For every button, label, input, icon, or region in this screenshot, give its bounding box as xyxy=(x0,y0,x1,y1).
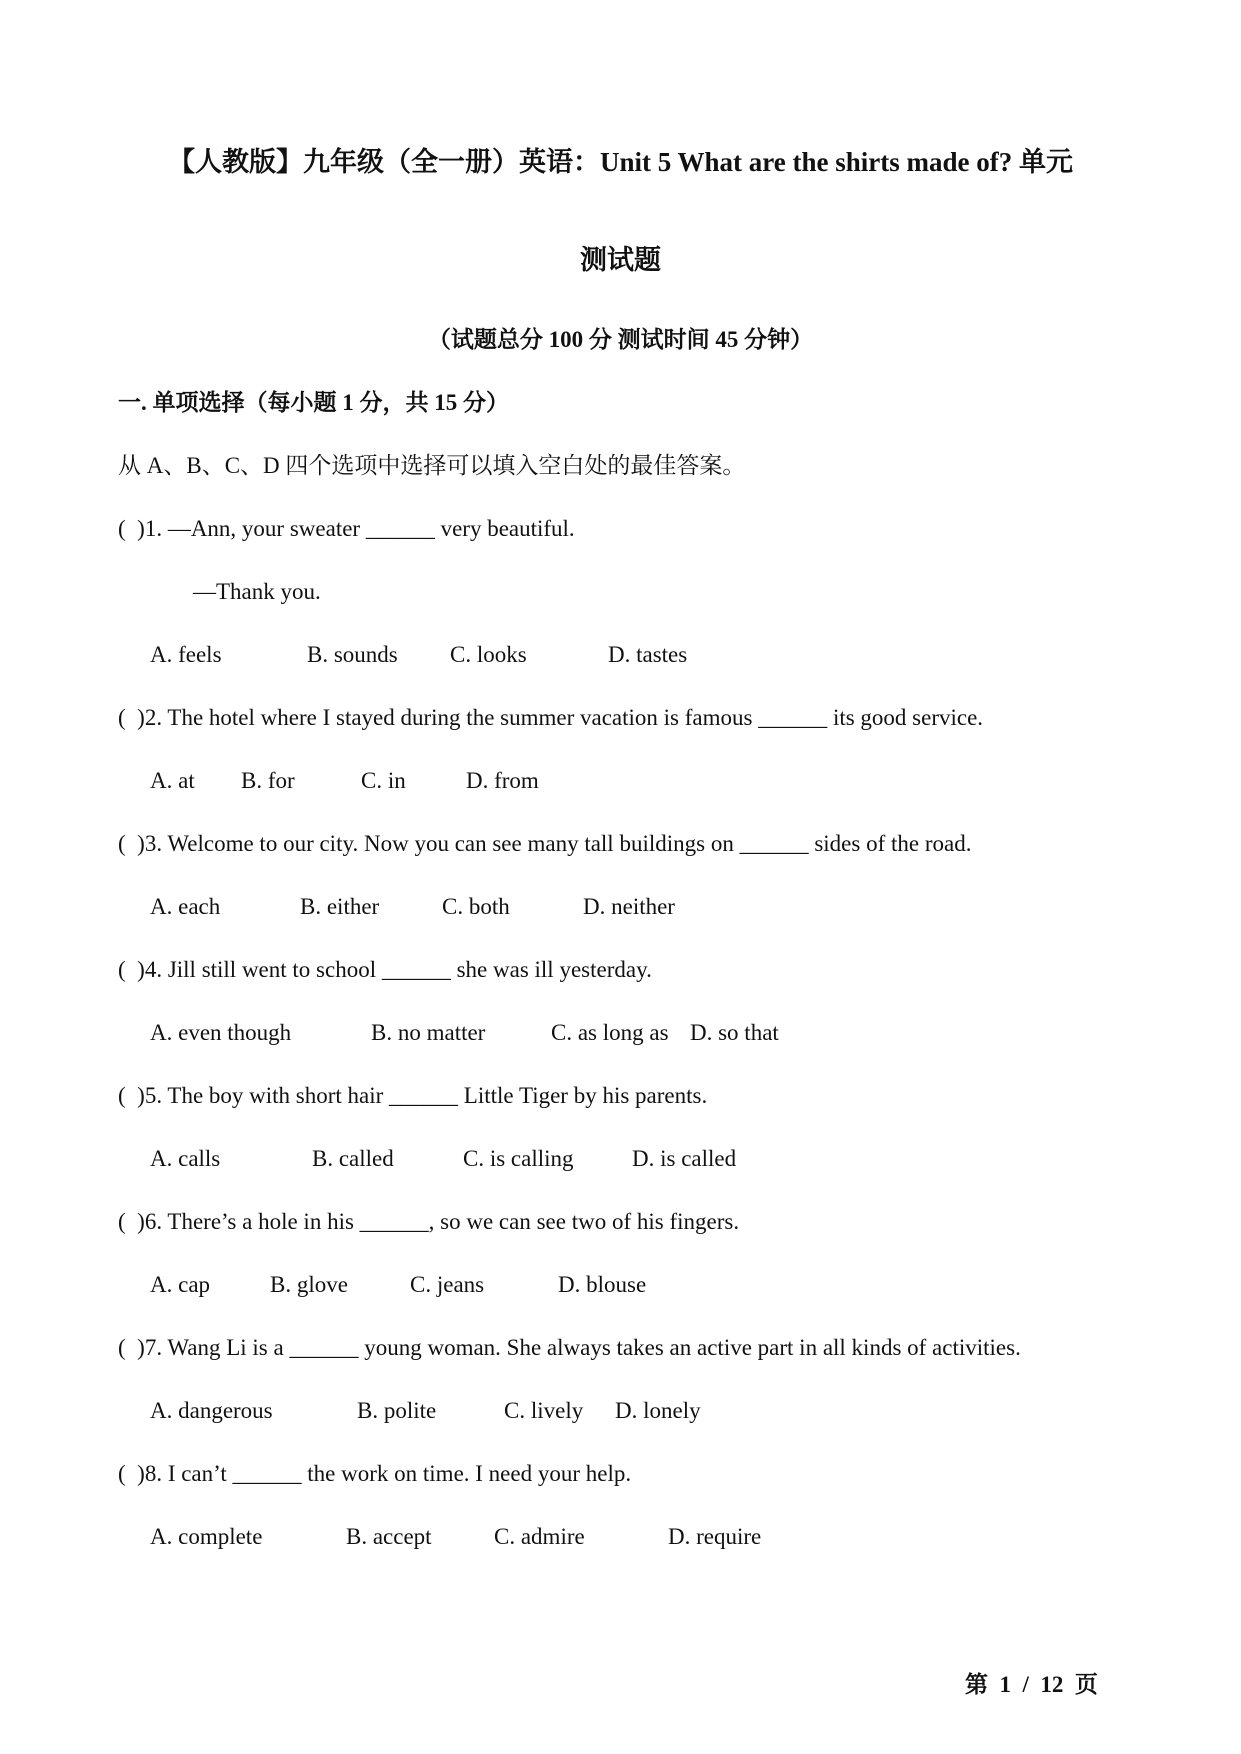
question-stem: ( )6. There’s a hole in his ______, so we can see two of his fingers. xyxy=(118,1209,740,1234)
option-b: B. polite xyxy=(357,1398,437,1423)
option-d: D. lonely xyxy=(615,1398,701,1423)
option-d: D. so that xyxy=(690,1020,779,1045)
section-instruction: 从 A、B、C、D 四个选项中选择可以填入空白处的最佳答案。 xyxy=(118,453,746,478)
question-stem: ( )7. Wang Li is a ______ young woman. She always takes an active part in all kinds of activities. xyxy=(118,1335,1021,1360)
section-heading: 一. 单项选择（每小题 1 分，共 15 分） xyxy=(118,390,509,415)
option-b: B. glove xyxy=(270,1272,348,1297)
document-title-line-2: 测试题 xyxy=(580,245,661,275)
option-b: B. no matter xyxy=(371,1020,486,1045)
option-a: A. cap xyxy=(150,1272,211,1297)
option-a: A. calls xyxy=(150,1146,221,1171)
option-c: C. lively xyxy=(504,1398,584,1423)
option-d: D. require xyxy=(668,1524,762,1549)
option-c: C. admire xyxy=(494,1524,585,1549)
option-d: D. from xyxy=(466,768,539,793)
option-a: A. feels xyxy=(150,642,222,667)
question-stem: ( )4. Jill still went to school ______ she was ill yesterday. xyxy=(118,957,652,982)
option-d: D. blouse xyxy=(558,1272,647,1297)
exam-info-subtitle: （试题总分 100 分 测试时间 45 分钟） xyxy=(427,327,814,352)
option-b: B. accept xyxy=(346,1524,432,1549)
option-a: A. dangerous xyxy=(150,1398,273,1423)
option-d: D. is called xyxy=(632,1146,737,1171)
option-c: C. jeans xyxy=(410,1272,485,1297)
question-stem: ( )3. Welcome to our city. Now you can see many tall buildings on ______ sides of the road. xyxy=(118,831,972,856)
option-a: A. even though xyxy=(150,1020,292,1045)
question-stem: ( )8. I can’t ______ the work on time. I need your help. xyxy=(118,1461,632,1486)
option-c: C. both xyxy=(442,894,510,919)
option-c: C. looks xyxy=(450,642,527,667)
option-d: D. tastes xyxy=(608,642,688,667)
document-title-line-1: 【人教版】九年级（全一册）英语：Unit 5 What are the shirts made of? 单元 xyxy=(168,147,1073,177)
option-b: B. called xyxy=(312,1146,394,1171)
option-c: C. is calling xyxy=(463,1146,574,1171)
question-stem: ( )2. The hotel where I stayed during the summer vacation is famous ______ its good service. xyxy=(118,705,984,730)
option-b: B. for xyxy=(241,768,295,793)
option-a: A. complete xyxy=(150,1524,263,1549)
page-number: 第 1 / 12 页 xyxy=(965,1672,1098,1697)
question-reply: —Thank you. xyxy=(193,579,321,604)
option-c: C. as long as xyxy=(551,1020,669,1045)
question-stem: ( )5. The boy with short hair ______ Little Tiger by his parents. xyxy=(118,1083,708,1108)
option-c: C. in xyxy=(361,768,406,793)
option-a: A. each xyxy=(150,894,221,919)
option-a: A. at xyxy=(150,768,195,793)
question-stem: ( )1. —Ann, your sweater ______ very beautiful. xyxy=(118,516,575,541)
option-b: B. sounds xyxy=(307,642,398,667)
option-d: D. neither xyxy=(583,894,675,919)
option-b: B. either xyxy=(300,894,380,919)
